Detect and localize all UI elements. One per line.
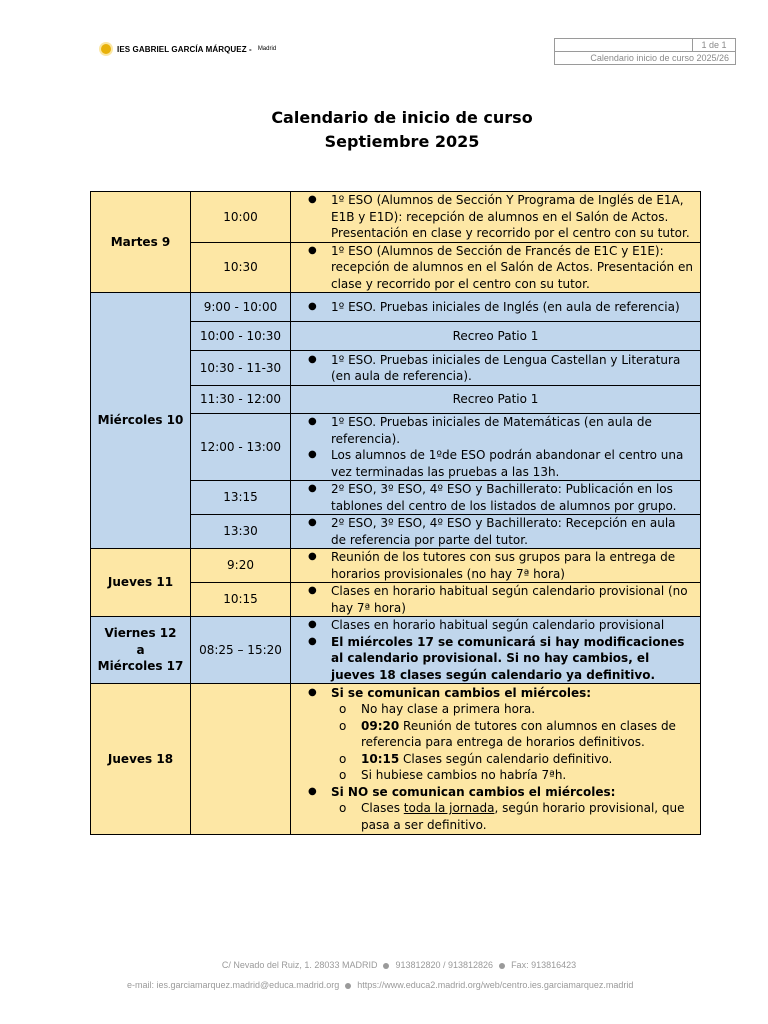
school-logo: [101, 44, 276, 54]
time-cell: [191, 684, 291, 835]
recess-cell: Recreo Patio 1: [291, 386, 701, 414]
list-item: ● Los alumnos de 1ºde ESO podrán abandonar el centro una vez terminadas las pruebas a las 13h.: [331, 447, 694, 480]
time-label: 10:15: [361, 751, 400, 766]
footer-email[interactable]: e-mail: ies.garciamarquez.madrid@educa.madrid.org: [127, 980, 340, 990]
day-line: Miércoles 17: [97, 659, 184, 674]
activity-cell: [291, 192, 701, 243]
sub-text: Clases según calendario definitivo.: [399, 751, 613, 766]
day-cell: [91, 617, 191, 684]
school-name: IES GABRIEL GARCÍA MÁRQUEZ -: [117, 44, 252, 54]
title-line2: Septiembre 2025: [324, 132, 480, 151]
day-line: Viernes 12: [104, 626, 177, 641]
school-city: Madrid: [257, 46, 277, 52]
activity-cell: [291, 583, 701, 617]
activity-cell: [291, 242, 701, 293]
footer-web[interactable]: https://www.educa2.madrid.org/web/centro.ies.garciamarquez.madrid: [357, 980, 634, 990]
time-cell: 9:20: [191, 549, 291, 583]
list-item: ● 2º ESO, 3º ESO, 4º ESO y Bachillerato: Recepción en aula de referencia por parte del tutor.: [331, 515, 694, 548]
title-line1: Calendario de inicio de curso: [271, 108, 533, 127]
list-item: ● 1º ESO (Alumnos de Sección Y Programa de Inglés de E1A, E1B y E1D): recepción de alumnos en el Salón de Actos. Presentación en clase y recorrido por el centro con su tutor.: [331, 192, 694, 242]
calendar-table: [90, 191, 701, 835]
day-cell: Martes 9: [91, 192, 191, 293]
list-item: ● Clases en horario habitual según calendario provisional: [331, 617, 694, 634]
activity-cell: [291, 515, 701, 549]
sun-icon: [101, 44, 111, 54]
table-row: [91, 293, 701, 322]
list-item: ● 1º ESO. Pruebas iniciales de Lengua Castellan y Literatura (en aula de referencia).: [331, 352, 694, 385]
list-item: ● Si se comunican cambios el miércoles:: [331, 685, 694, 702]
time-label: 09:20: [361, 718, 400, 733]
page-title: [0, 106, 768, 154]
time-cell: 10:30 - 11-30: [191, 351, 291, 386]
time-cell: 13:30: [191, 515, 291, 549]
activity-cell: [291, 549, 701, 583]
list-item: o Si hubiese cambios no habría 7ªh.: [361, 767, 694, 784]
list-item: ● 1º ESO. Pruebas iniciales de Matemáticas (en aula de referencia).: [331, 414, 694, 447]
day-line: a: [136, 642, 145, 657]
footer-phones: 913812820 / 913812826: [395, 960, 494, 970]
list-item: ● 2º ESO, 3º ESO, 4º ESO y Bachillerato: Publicación en los tablones del centro de los listados de alumnos por grupo.: [331, 481, 694, 514]
list-item: [361, 800, 694, 833]
footer-contact: [0, 960, 768, 970]
footer-links: [127, 980, 747, 990]
time-cell: 08:25 – 15:20: [191, 617, 291, 684]
time-cell: 10:30: [191, 242, 291, 293]
table-row: [91, 684, 701, 835]
activity-cell: [291, 414, 701, 481]
recess-cell: Recreo Patio 1: [291, 322, 701, 351]
footer-address: C/ Nevado del Ruiz, 1. 28033 MADRID: [221, 960, 378, 970]
bullet-icon: [383, 963, 389, 969]
activity-cell: [291, 684, 701, 835]
time-cell: 10:00 - 10:30: [191, 322, 291, 351]
list-item: ● 1º ESO. Pruebas iniciales de Inglés (en aula de referencia): [331, 299, 694, 316]
list-item: ● El miércoles 17 se comunicará si hay modificaciones al calendario provisional. Si no hay cambios, el jueves 18 clases según calendario ya definitivo.: [331, 634, 694, 684]
time-cell: 10:00: [191, 192, 291, 243]
list-item: ● Clases en horario habitual según calendario provisional (no hay 7ª hora): [331, 583, 694, 616]
bullet-icon: [499, 963, 505, 969]
sub-text: Reunión de tutores con alumnos en clases de referencia para entrega de horarios definitivos.: [361, 718, 676, 750]
page-number: 1 de 1: [692, 39, 735, 51]
time-cell: 12:00 - 13:00: [191, 414, 291, 481]
activity-cell: [291, 293, 701, 322]
time-cell: 13:15: [191, 481, 291, 515]
day-cell: Jueves 18: [91, 684, 191, 835]
list-item: [361, 751, 694, 768]
list-item: ● Reunión de los tutores con sus grupos para la entrega de horarios provisionales (no hay 7ª hora): [331, 549, 694, 582]
activity-cell: [291, 617, 701, 684]
sub-text: , según horario provisional, que pasa a ser definitivo.: [361, 801, 685, 832]
time-cell: 10:15: [191, 583, 291, 617]
time-cell: 11:30 - 12:00: [191, 386, 291, 414]
table-row: [91, 617, 701, 684]
day-cell: Jueves 11: [91, 549, 191, 617]
underlined-text: toda la jornada: [403, 801, 495, 816]
bullet-icon: [345, 983, 351, 989]
time-cell: 9:00 - 10:00: [191, 293, 291, 322]
footer-fax: Fax: 913816423: [511, 960, 577, 970]
table-row: [91, 192, 701, 243]
table-row: [91, 549, 701, 583]
doc-label: Calendario inicio de curso 2025/26: [590, 53, 729, 63]
activity-cell: [291, 481, 701, 515]
page-info-box: [554, 38, 736, 65]
activity-cell: [291, 351, 701, 386]
sub-text: Clases: [361, 801, 404, 816]
list-item: ● Si NO se comunican cambios el miércoles:: [331, 784, 694, 801]
list-item: [361, 718, 694, 751]
list-item: ● 1º ESO (Alumnos de Sección de Francés de E1C y E1E): recepción de alumnos en el Salón de Actos. Presentación en clase y recorrido por el centro con su tutor.: [331, 243, 694, 293]
list-item: o No hay clase a primera hora.: [361, 701, 694, 718]
day-cell: Miércoles 10: [91, 293, 191, 549]
